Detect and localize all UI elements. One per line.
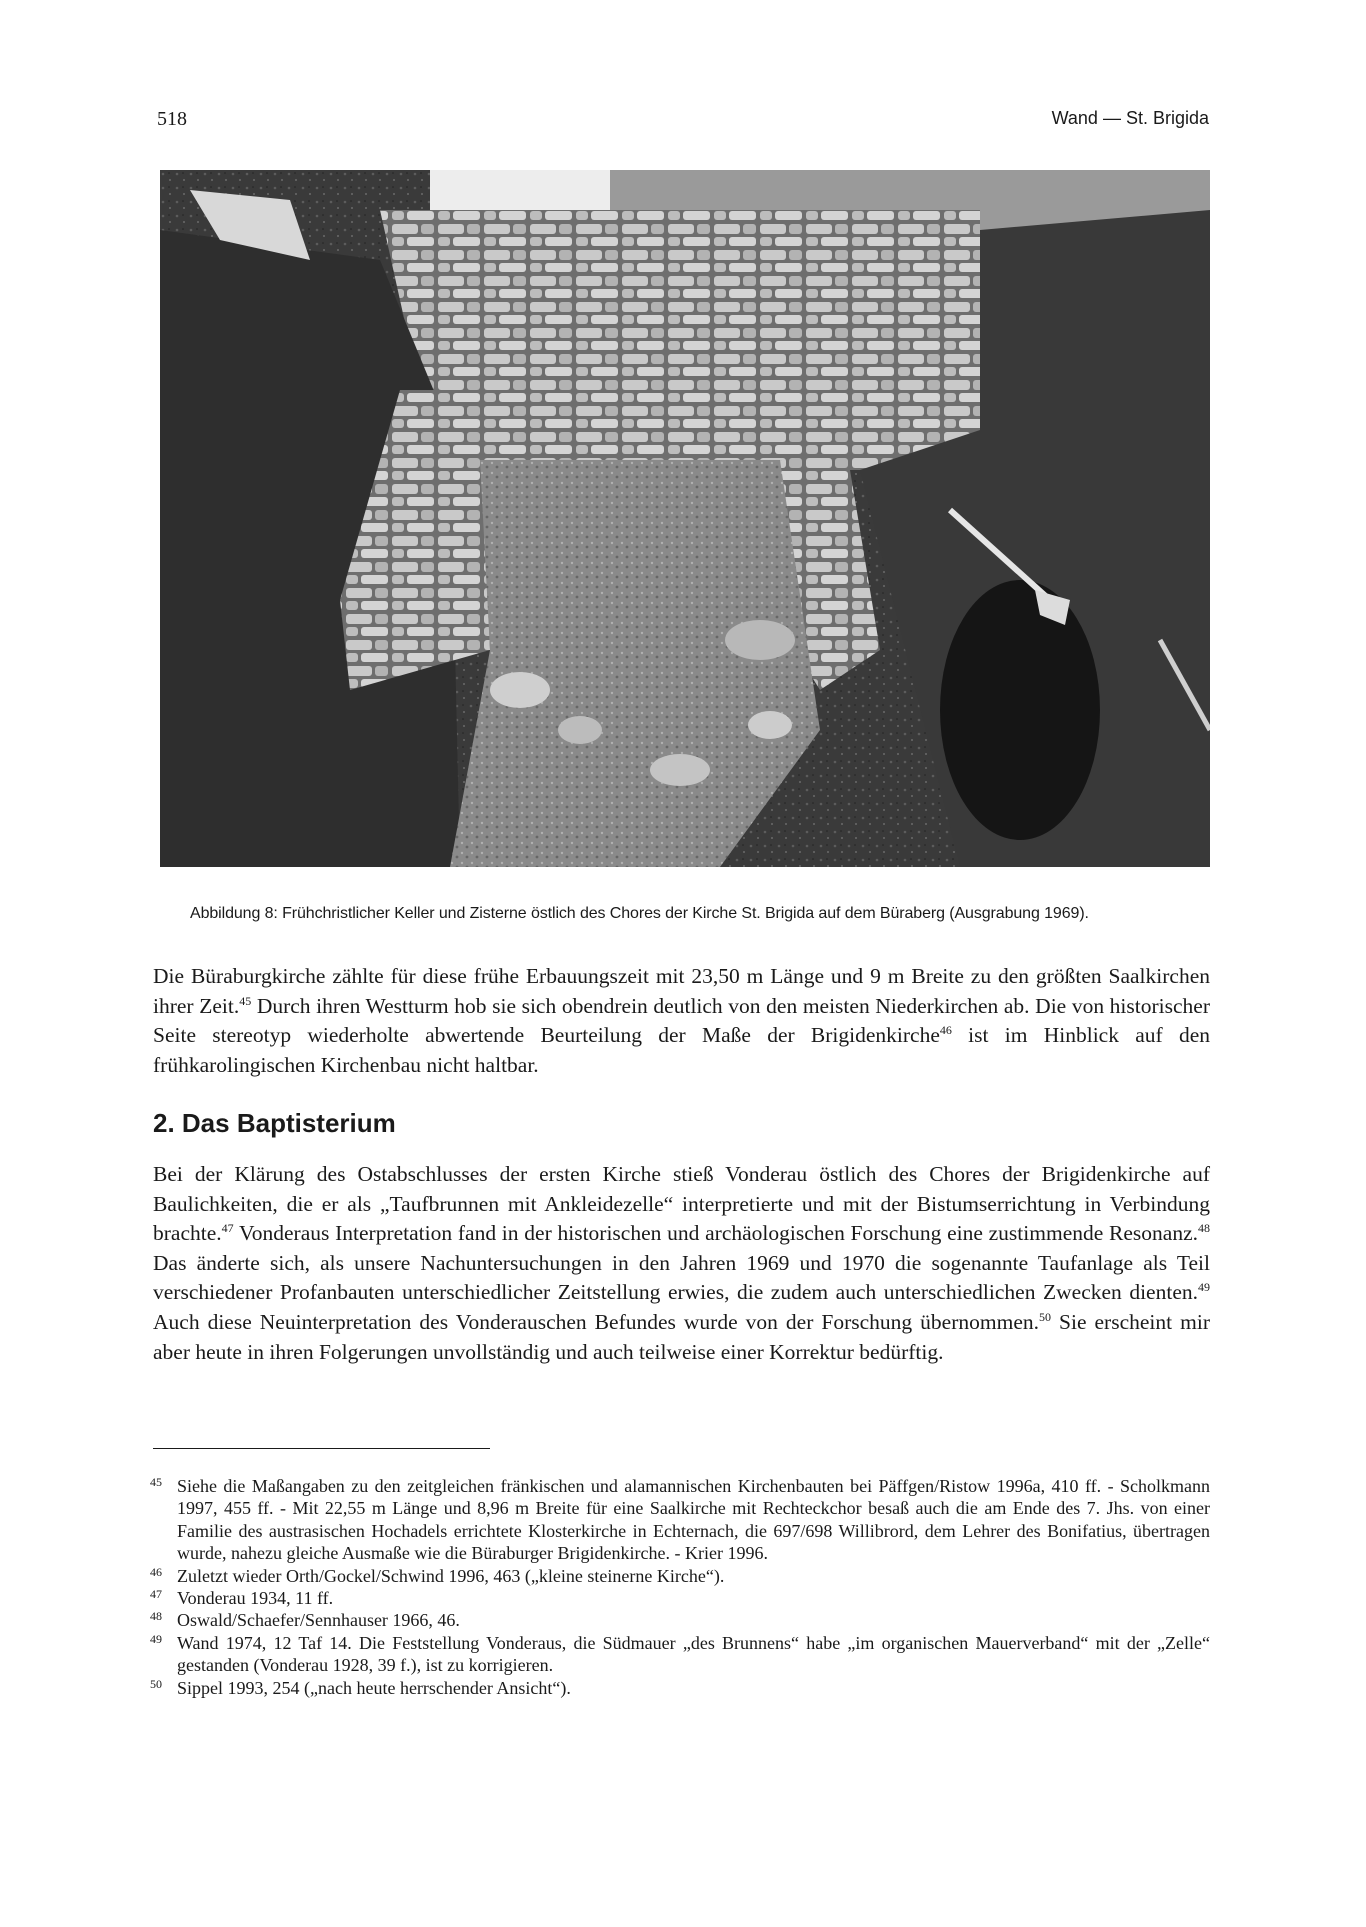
- footnote-ref-45[interactable]: 45: [239, 993, 252, 1008]
- footnote-text: Vonderau 1934, 11 ff.: [177, 1588, 334, 1609]
- footnote-number: 47: [150, 1587, 162, 1602]
- page-number: 518: [157, 108, 187, 130]
- footnote-45: [150, 1475, 1210, 1565]
- section-heading: 2. Das Baptisterium: [153, 1108, 396, 1138]
- footnote-49: [150, 1632, 1210, 1677]
- footnote-ref-48[interactable]: 48: [1198, 1221, 1210, 1236]
- paragraph-2-text-1: Bei der Klärung des Ostabschlusses der ersten Kirche stieß Vonderau östlich des Chores der Brigidenkirche auf Baulichkeiten, die er als „Taufbrunnen mit Ankleidezelle“ interpretierte und mit der Bistumserrichtung in Verbindung brachte.: [153, 1162, 1210, 1246]
- paragraph-2: [153, 1160, 1210, 1367]
- paragraph-1-text-1: Die Büraburgkirche zählte für diese frühe Erbauungszeit mit 23,50 m Länge und 9 m Breite zu den größten Saalkirchen ihrer Zeit.: [153, 964, 1210, 1018]
- footnote-number: 48: [150, 1609, 162, 1624]
- paragraph-2-text-2: Vonderaus Interpretation fand in der historischen und archäologischen Forschung eine zustimmende Resonanz.: [233, 1221, 1198, 1246]
- footnote-ref-47[interactable]: 47: [221, 1221, 234, 1236]
- footnote-text: Sippel 1993, 254 („nach heute herrschender Ansicht“).: [177, 1677, 571, 1698]
- footnote-number: 49: [150, 1631, 162, 1646]
- footnote-number: 45: [150, 1475, 162, 1489]
- footnote-47: [150, 1587, 1210, 1609]
- footnote-text: Wand 1974, 12 Taf 14. Die Feststellung Vonderaus, die Südmauer „des Brunnens“ habe „im organischen Mauerverband“ mit der „Zelle“ gestanden (Vonderau 1928, 39 f.), ist zu korrigieren.: [177, 1632, 1210, 1676]
- running-title: Wand — St. Brigida: [1051, 108, 1209, 128]
- paragraph-1-text-2: Durch ihren Westturm hob sie sich obendrein deutlich von den meisten Niederkirchen ab. Die von historischer Seite stereotyp wiederholte abwertende Beurteilung der Maße der Brigidenkirche: [153, 993, 1210, 1048]
- running-head: [157, 108, 1209, 138]
- footnote-list: [150, 1475, 1210, 1699]
- footnote-48: [150, 1609, 1210, 1631]
- footnote-text: Siehe die Maßangaben zu den zeitgleichen fränkischen und alamannischen Kirchenbauten bei Päffgen/Ristow 1996a, 410 ff. - Scholkmann 1997, 455 ff. - Mit 22,55 m Länge und 8,96 m Breite für eine Saalkirche mit Rechteckchor besaß auch die am Ende des 7. Jhs. von einer Familie des austrasischen Hochadels errichtete Klosterkirche in Echternach, die 697/698 Willibrord, dem Lehrer des Bonifatius, übertragen wurde, nahezu gleiche Ausmaße wie die Büraburger Brigidenkirche. - Krier 1996.: [177, 1476, 1210, 1564]
- paragraph-2-text-4: Auch diese Neuinterpretation des Vonderauschen Befundes wurde von der Forschung übernommen.: [153, 1309, 1039, 1334]
- excavation-photo-drawing: [160, 170, 1210, 867]
- footnote-number: 46: [150, 1564, 162, 1579]
- paragraph-1: [153, 962, 1210, 1080]
- footnote-50: [150, 1677, 1210, 1699]
- footnote-text: Oswald/Schaefer/Sennhauser 1966, 46.: [177, 1610, 460, 1631]
- footnote-46: [150, 1565, 1210, 1587]
- excavation-photo: [160, 170, 1210, 867]
- footnote-divider: [153, 1448, 490, 1449]
- paragraph-1-text-3: ist im Hinblick auf den frühkarolingischen Kirchenbau nicht haltbar.: [153, 1023, 1211, 1077]
- footnote-text: Zuletzt wieder Orth/Gockel/Schwind 1996, 463 („kleine steinerne Kirche“).: [177, 1565, 725, 1586]
- footnote-ref-50[interactable]: 50: [1039, 1309, 1051, 1324]
- footnote-number: 50: [150, 1676, 162, 1691]
- paragraph-2-text-5: Sie erscheint mir aber heute in ihren Folgerungen unvollständig und auch teilweise einer Korrektur bedürftig.: [153, 1309, 1210, 1364]
- figure-caption: Abbildung 8: Frühchristlicher Keller und Zisterne östlich des Chores der Kirche St. Brigida auf dem Büraberg (Ausgrabung 1969).: [190, 905, 1089, 922]
- footnote-ref-46[interactable]: 46: [939, 1023, 952, 1038]
- paragraph-2-text-3: Das änderte sich, als unsere Nachuntersuchungen in den Jahren 1969 und 1970 die sogenannte Taufanlage als Teil verschiedener Profanbauten unterschiedlicher Zeitstellung erwies, die zudem auch unterschiedlichen Zwecken dienten.: [153, 1250, 1210, 1305]
- footnote-ref-49[interactable]: 49: [1198, 1280, 1210, 1295]
